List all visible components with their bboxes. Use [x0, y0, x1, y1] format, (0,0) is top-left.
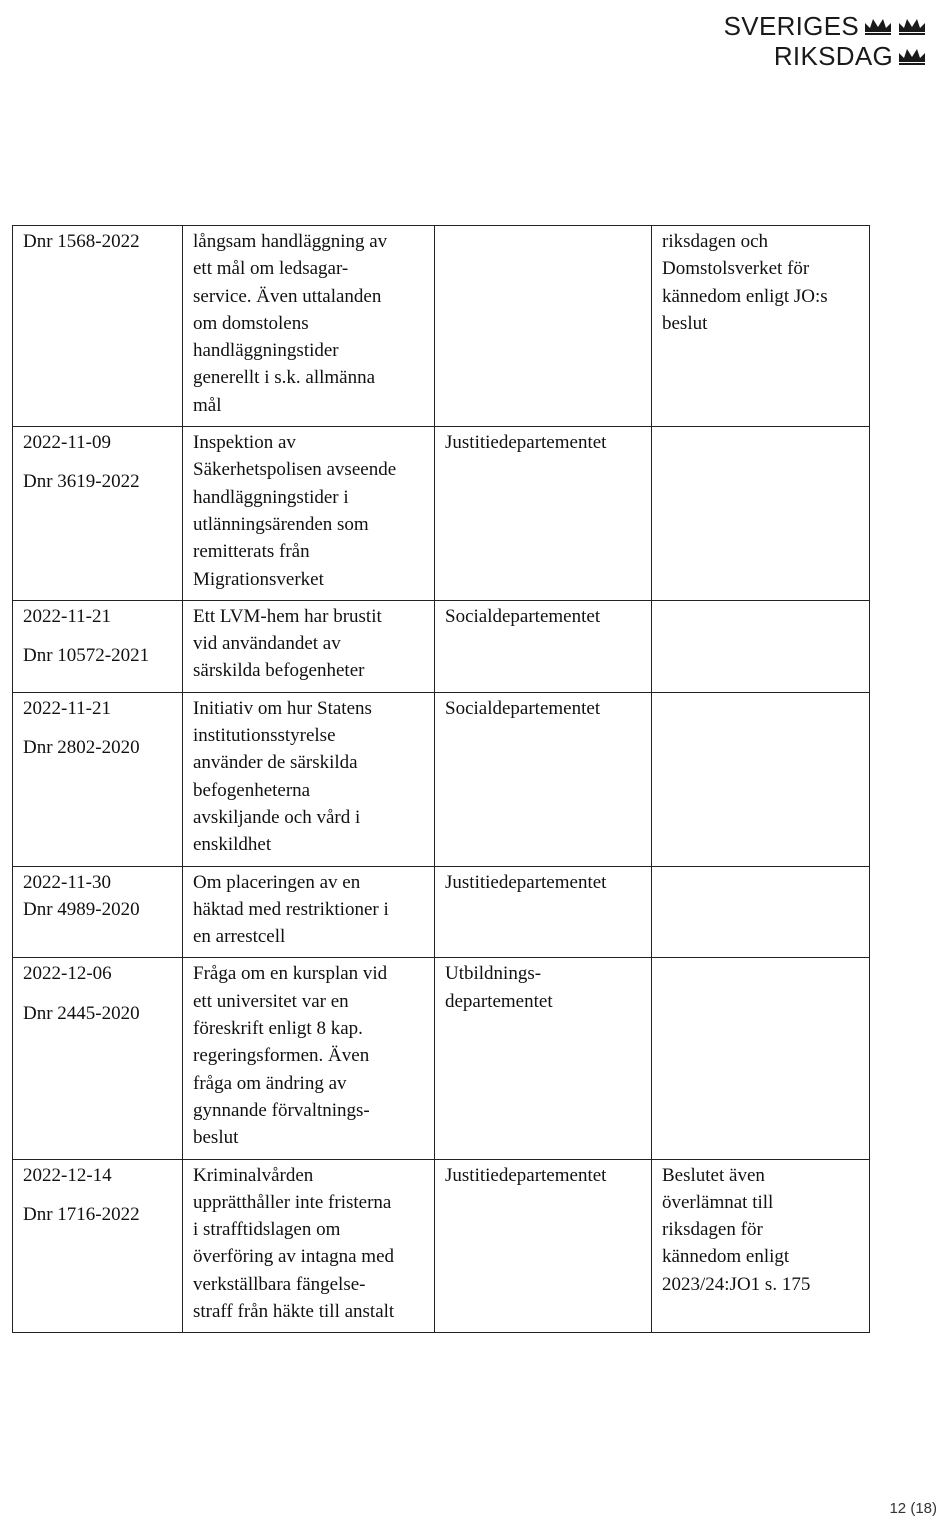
date-dnr-cell — [13, 226, 183, 427]
decision-date: 2022-11-21 — [23, 605, 111, 627]
description-cell: Fråga om en kursplan vid ett universitet var en föreskrift enligt 8 kap. regeringsformen. Även fråga om ändring av gynnande förvaltnings- beslut — [183, 958, 435, 1159]
dnr: Dnr 2445-2020 — [23, 1002, 140, 1024]
page-number: 12 (18) — [889, 1500, 937, 1517]
decision-date: 2022-11-21 — [23, 697, 111, 719]
note-cell — [652, 958, 870, 1159]
date-dnr-cell — [13, 1159, 183, 1333]
note-cell — [652, 866, 870, 958]
decision-date: 2022-12-06 — [23, 963, 112, 985]
department-cell: Socialdepartementet — [435, 600, 652, 692]
department-cell — [435, 226, 652, 427]
table-row — [13, 692, 870, 866]
note-cell: Beslutet även överlämnat till riksdagen för kännedom enligt 2023/24:JO1 s. 175 — [652, 1159, 870, 1333]
department-cell: Justitiedepartementet — [435, 427, 652, 601]
decision-date: 2022-11-30 — [23, 871, 111, 893]
table-row — [13, 427, 870, 601]
crown-icon — [897, 15, 927, 37]
table-row — [13, 1159, 870, 1333]
table-row — [13, 600, 870, 692]
description-cell: Kriminalvården upprätthåller inte fristerna i strafftidslagen om överföring av intagna med verkställbara fängelse- straff från häkte till anstalt — [183, 1159, 435, 1333]
description-cell: Inspektion av Säkerhetspolisen avseende handläggningstider i utlänningsärenden som remitterats från Migrationsverket — [183, 427, 435, 601]
note-cell — [652, 600, 870, 692]
decision-date: 2022-12-14 — [23, 1164, 112, 1186]
decisions-table — [12, 225, 870, 1333]
note-cell: riksdagen och Domstolsverket för kännedom enligt JO:s beslut — [652, 226, 870, 427]
dnr: Dnr 1716-2022 — [23, 1203, 140, 1225]
note-cell — [652, 692, 870, 866]
logo-line-1 — [724, 12, 927, 40]
description-cell: Initiativ om hur Statens institutionsstyrelse använder de särskilda befogenheterna avskiljande och vård i enskildhet — [183, 692, 435, 866]
dnr: Dnr 4989-2020 — [23, 898, 140, 920]
crown-icon — [897, 45, 927, 67]
department-cell: Utbildnings- departementet — [435, 958, 652, 1159]
department-cell: Socialdepartementet — [435, 692, 652, 866]
dnr: Dnr 2802-2020 — [23, 737, 140, 759]
description-cell: Om placeringen av en häktad med restriktioner i en arrestcell — [183, 866, 435, 958]
logo-line-2 — [774, 42, 927, 70]
dnr: Dnr 1568-2022 — [23, 231, 140, 252]
riksdag-logo — [717, 8, 927, 70]
date-dnr-cell — [13, 427, 183, 601]
date-dnr-cell — [13, 600, 183, 692]
decision-date: 2022-11-09 — [23, 432, 111, 454]
date-dnr-cell — [13, 866, 183, 958]
description-cell: Ett LVM-hem har brustit vid användandet av särskilda befogenheter — [183, 600, 435, 692]
table-row — [13, 958, 870, 1159]
date-dnr-cell — [13, 692, 183, 866]
date-dnr-cell — [13, 958, 183, 1159]
dnr: Dnr 10572-2021 — [23, 645, 150, 667]
logo-text-riksdag: RIKSDAG — [773, 41, 893, 71]
crown-icon — [863, 15, 893, 37]
department-cell: Justitiedepartementet — [435, 1159, 652, 1333]
dnr: Dnr 3619-2022 — [23, 471, 140, 493]
table-row — [13, 866, 870, 958]
department-cell: Justitiedepartementet — [435, 866, 652, 958]
description-cell: långsam handläggning av ett mål om ledsagar- service. Även uttalanden om domstolens handläggningstider generellt i s.k. allmänna mål — [183, 226, 435, 427]
note-cell — [652, 427, 870, 601]
logo-text-sveriges: SVERIGES — [723, 11, 859, 41]
table-row — [13, 226, 870, 427]
